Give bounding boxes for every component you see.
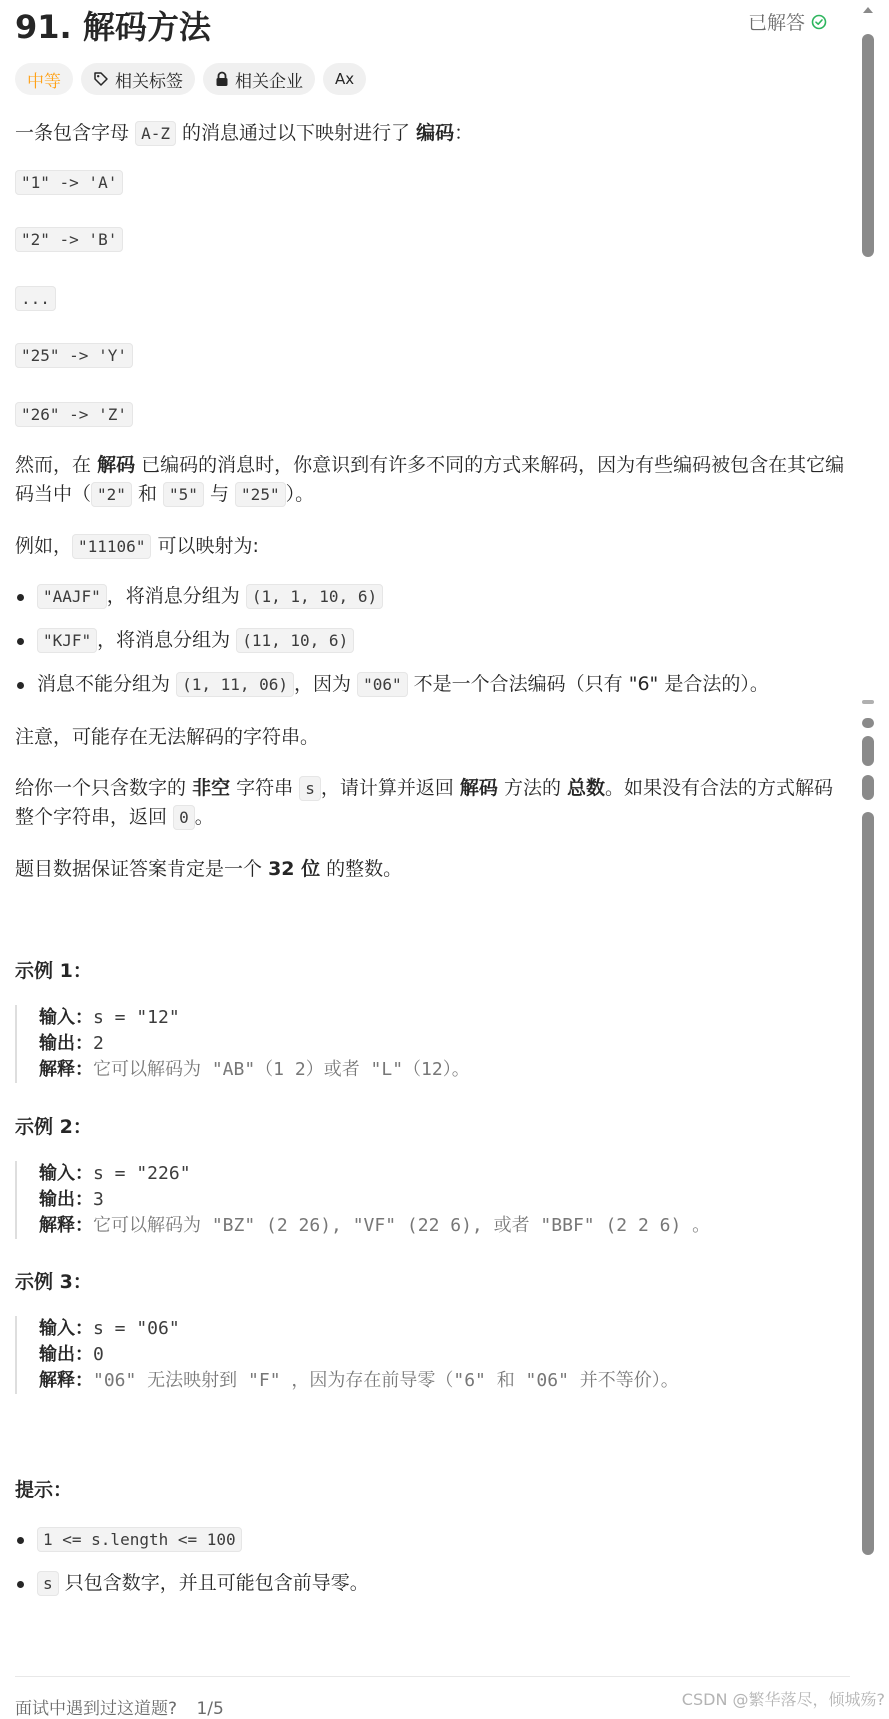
label: 输出： xyxy=(39,1189,93,1210)
paragraph-decoding xyxy=(15,451,845,509)
value: 3 xyxy=(93,1189,104,1210)
inline-code: 0 xyxy=(173,805,195,830)
label: 解释： xyxy=(39,1370,93,1391)
mapping-code: "2" -> 'B' xyxy=(15,227,123,252)
mapping-bullets xyxy=(15,582,845,699)
solved-label: 已解答 xyxy=(747,12,805,34)
inline-code: s xyxy=(37,1571,59,1596)
bold-text: 总数 xyxy=(567,777,606,799)
example-explanation xyxy=(39,1057,839,1083)
check-circle-icon xyxy=(811,14,827,30)
problem-title: 91. 解码方法 xyxy=(15,8,211,46)
mapping-code: "25" -> 'Y' xyxy=(15,343,133,368)
inline-code: "5" xyxy=(163,482,204,507)
text: 可以映射为: xyxy=(157,535,259,557)
interview-question[interactable] xyxy=(15,1694,224,1719)
label: 输入： xyxy=(39,1163,93,1184)
paragraph-task xyxy=(15,774,845,832)
inline-code: "06" xyxy=(357,672,408,697)
example-2-title: 示例 2： xyxy=(15,1116,92,1138)
inline-code: "KJF" xyxy=(37,628,97,653)
hints-list xyxy=(15,1525,845,1598)
example-output xyxy=(39,1031,839,1057)
related-tags-button[interactable] xyxy=(81,63,195,95)
text: 的整数。 xyxy=(326,858,403,880)
label: 输出： xyxy=(39,1344,93,1365)
inline-code: "AAJF" xyxy=(37,584,107,609)
related-tags-label: 相关标签 xyxy=(115,71,183,92)
watermark: CSDN @繁华落尽，倾城殇? xyxy=(681,1690,885,1709)
intro-paragraph xyxy=(15,119,845,148)
value: 2 xyxy=(93,1033,104,1054)
bold-text: 32 位 xyxy=(268,858,321,880)
translate-button[interactable] xyxy=(323,63,366,95)
intro-text: 的消息通过以下映射进行了 xyxy=(182,122,411,144)
difficulty-badge[interactable] xyxy=(15,63,73,95)
intro-text: ： xyxy=(454,122,474,144)
inline-code: (1, 1, 10, 6) xyxy=(246,584,383,609)
example-output xyxy=(39,1187,839,1213)
value: s = "226" xyxy=(93,1163,191,1184)
bold-text: 解码 xyxy=(97,454,136,476)
scrollbar-track-fill xyxy=(862,812,874,1555)
translate-icon: Ax xyxy=(335,70,355,88)
text: 。如果没有合法的方式解码整个字符串，返回 xyxy=(15,777,834,828)
text: 与 xyxy=(209,483,229,505)
list-item xyxy=(15,626,845,655)
text: 不是一个合法编码（只有 "6" 是合法的）。 xyxy=(413,673,769,695)
difficulty-label: 中等 xyxy=(27,71,61,92)
example-explanation xyxy=(39,1368,839,1394)
mapping-code: "26" -> 'Z' xyxy=(15,402,133,427)
inline-code: "11106" xyxy=(72,534,151,559)
list-item xyxy=(15,582,845,611)
example-input xyxy=(39,1005,839,1031)
text: ，因为 xyxy=(294,673,352,695)
interview-question-label: 面试中遇到过这道题? xyxy=(15,1699,178,1719)
value: "06" 无法映射到 "F" ，因为存在前导零（"6" 和 "06" 并不等价）。 xyxy=(93,1370,679,1391)
text: 和 xyxy=(137,483,157,505)
tag-bar xyxy=(15,63,366,95)
paragraph-guarantee xyxy=(15,855,845,884)
bold-text: 编码 xyxy=(416,122,455,144)
intro-text: 一条包含字母 xyxy=(15,122,130,144)
scrollbar-thumb[interactable] xyxy=(862,34,874,257)
list-item xyxy=(15,1525,845,1554)
solved-status xyxy=(748,8,827,35)
value: 它可以解码为 "BZ" (2 26), "VF" (22 6), 或者 "BBF" (2 2 6) 。 xyxy=(93,1215,711,1236)
lock-icon xyxy=(215,71,229,87)
example-2-block xyxy=(15,1161,839,1239)
list-item xyxy=(15,1569,845,1598)
text: ，请计算并返回 xyxy=(320,777,454,799)
paragraph-note: 注意，可能存在无法解码的字符串。 xyxy=(15,726,320,748)
example-input xyxy=(39,1161,839,1187)
inline-code: (11, 10, 6) xyxy=(236,628,354,653)
scrollbar[interactable] xyxy=(851,0,889,1711)
text: 只包含数字，并且可能包含前导零。 xyxy=(64,1572,369,1594)
text: ，将消息分组为 xyxy=(97,629,231,651)
example-3-title: 示例 3： xyxy=(15,1271,92,1293)
text: 。 xyxy=(194,806,214,828)
bold-text: 非空 xyxy=(192,777,231,799)
text: 已编码的消息时，你意识到有许多不同的方式来解码，因为有些编码被包含在其它编码当中（ xyxy=(15,454,845,505)
scrollbar-mark xyxy=(862,775,874,800)
tag-icon xyxy=(93,71,109,87)
related-companies-button[interactable] xyxy=(203,63,315,95)
divider xyxy=(15,1676,850,1677)
text: 方法的 xyxy=(503,777,561,799)
label: 解释： xyxy=(39,1215,93,1236)
text: ，将消息分组为 xyxy=(106,585,240,607)
hints-title: 提示： xyxy=(15,1479,73,1501)
inline-code: 1 <= s.length <= 100 xyxy=(37,1527,242,1552)
text: 题目数据保证答案肯定是一个 xyxy=(15,858,263,880)
value: s = "06" xyxy=(93,1318,180,1339)
text: 然而，在 xyxy=(15,454,92,476)
page-indicator: 1/5 xyxy=(196,1699,224,1719)
inline-code: "25" xyxy=(235,482,286,507)
label: 输出： xyxy=(39,1033,93,1054)
label: 输入： xyxy=(39,1007,93,1028)
text: ）。 xyxy=(285,483,315,505)
text: 给你一个只含数字的 xyxy=(15,777,187,799)
list-item xyxy=(15,670,845,699)
label: 输入： xyxy=(39,1318,93,1339)
inline-code: A-Z xyxy=(135,121,176,146)
bold-text: 解码 xyxy=(459,777,498,799)
label: 解释： xyxy=(39,1059,93,1080)
inline-code: s xyxy=(299,776,321,801)
example-input xyxy=(39,1316,839,1342)
mapping-code: ... xyxy=(15,286,56,311)
value: s = "12" xyxy=(93,1007,180,1028)
example-explanation xyxy=(39,1213,839,1239)
inline-code: (1, 11, 06) xyxy=(176,672,294,697)
scrollbar-mark xyxy=(862,700,874,704)
paragraph-example xyxy=(15,532,845,561)
related-companies-label: 相关企业 xyxy=(235,71,303,92)
inline-code: "2" xyxy=(91,482,132,507)
scrollbar-mark xyxy=(862,736,874,766)
text: 字符串 xyxy=(236,777,294,799)
scroll-up-arrow-icon[interactable] xyxy=(860,2,876,18)
example-1-title: 示例 1： xyxy=(15,960,92,982)
example-output xyxy=(39,1342,839,1368)
text: 例如， xyxy=(15,535,73,557)
example-3-block xyxy=(15,1316,839,1394)
scrollbar-mark xyxy=(862,718,874,728)
example-1-block xyxy=(15,1005,839,1083)
text: 消息不能分组为 xyxy=(37,673,171,695)
value: 0 xyxy=(93,1344,104,1365)
mapping-code: "1" -> 'A' xyxy=(15,170,123,195)
value: 它可以解码为 "AB"（1 2）或者 "L"（12）。 xyxy=(93,1059,470,1080)
